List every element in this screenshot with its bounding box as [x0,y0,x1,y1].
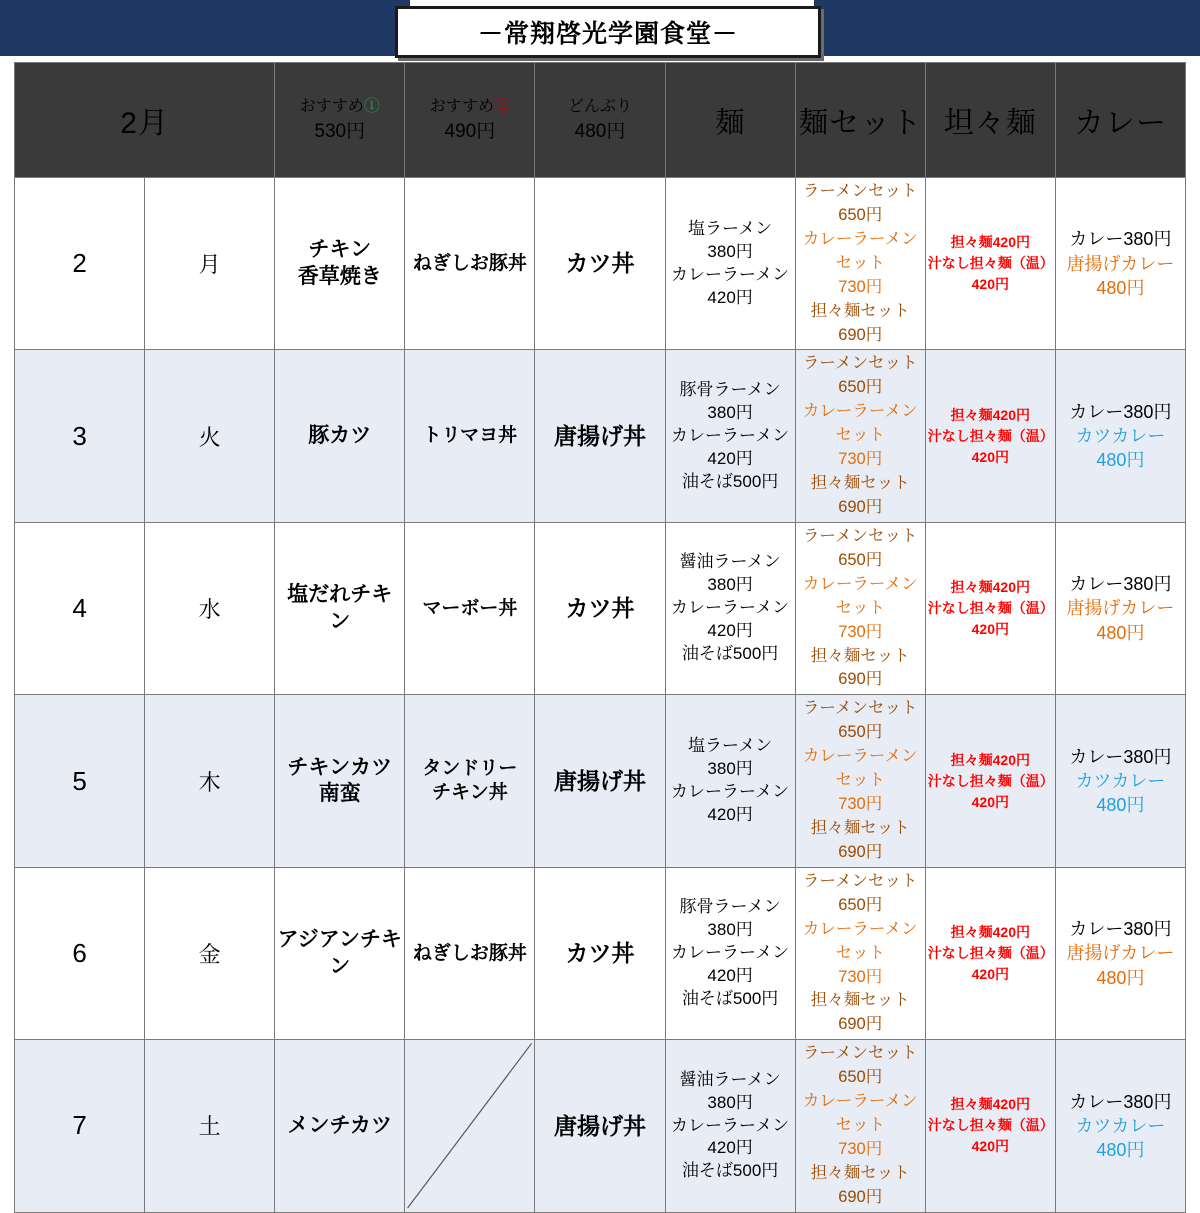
recommend1-text-line: チキン [308,238,372,262]
column-header-recommend1 [275,63,405,178]
recommend2-text-line: トリマヨ丼 [422,425,518,447]
recommend1-mark-icon: ① [363,97,380,115]
tantanmen-text-line: 420円 [971,1138,1009,1155]
men-text-line: 醤油ラーメン [679,552,781,572]
men-text [668,1069,793,1184]
curry-text-line: 唐揚げカレー [1066,598,1175,619]
tantanmen-text [928,750,1053,813]
cell-curry [1055,1040,1185,1212]
tantanmen-text-line: 420円 [971,966,1009,983]
donburi-text [537,767,662,796]
column-header-men-set: 麺セット [795,63,925,178]
recommend1-text-line: 塩だれチキン [287,583,393,633]
curry-text-line: カレー380円 [1069,746,1172,767]
cell-recommend1 [275,178,405,350]
tantanmen-text-line: 担々麺420円 [950,924,1030,941]
recommend2-mark-icon: ② [493,97,510,115]
tantanmen-text-line: 汁なし担々麺（温） [927,772,1054,789]
men-set-text-line: 730円 [838,622,883,641]
cell-men [665,695,795,867]
men-set-text-line: 730円 [838,450,883,469]
men-text-line: 油そば500円 [681,988,779,1008]
cell-curry [1055,867,1185,1039]
donburi-text [537,1112,662,1141]
cell-day-number: 4 [15,522,145,694]
recommend2-text [407,942,532,966]
curry-text-line: 480円 [1096,277,1145,298]
curry-text-line: 480円 [1096,967,1145,988]
recommend2-text [407,757,532,805]
table-row [15,350,1186,522]
cell-donburi [535,350,665,522]
cell-men-set [795,1040,925,1212]
donburi-text-line: 唐揚げ丼 [553,1112,646,1139]
table-header-row [15,63,1186,178]
men-set-text-line: ラーメンセット650円 [802,526,918,569]
curry-text-line: カツカレー [1075,1115,1166,1136]
tantanmen-text-line: 汁なし担々麺（温） [927,600,1054,617]
donburi-text-line: 唐揚げ丼 [553,767,646,794]
menu-table-head [15,63,1186,178]
men-text-line: カレーラーメン [671,782,790,802]
cell-curry [1055,695,1185,867]
cell-men [665,350,795,522]
donburi-text [537,594,662,623]
header-band-right [814,0,1200,56]
page-title: －常翔啓光学園食堂－ [477,20,738,48]
recommend2-text-line: マーボー丼 [422,597,518,619]
cell-tantanmen [925,522,1055,694]
men-text-line: 塩ラーメン [688,736,773,756]
curry-text-line: カレー380円 [1069,574,1172,595]
tantanmen-text-line: 汁なし担々麺（温） [927,1117,1054,1134]
curry-text-line: 480円 [1096,795,1145,816]
cell-recommend2 [405,522,535,694]
cell-men [665,1040,795,1212]
recommend2-text [407,252,532,276]
cell-men-set [795,178,925,350]
curry-text-line: 唐揚げカレー [1066,253,1175,274]
tantanmen-text-line: 汁なし担々麺（温） [927,427,1054,444]
men-text-line: 油そば500円 [681,471,779,491]
table-row [15,1040,1186,1212]
column-header-recommend1-label: おすすめ① [299,97,380,115]
tantanmen-text-line: 420円 [971,793,1009,810]
cell-donburi [535,1040,665,1212]
cell-men-set [795,522,925,694]
column-header-men: 麺 [665,63,795,178]
men-set-text-line: カレーラーメンセット [802,747,918,790]
column-header-month: 2月 [15,63,275,178]
men-set-text-line: 730円 [838,277,883,296]
men-set-text-line: カレーラーメンセット [802,229,918,272]
men-set-text-line: 担々麺セット690円 [810,1163,910,1206]
cell-day-number: 2 [15,178,145,350]
donburi-text [537,249,662,278]
tantanmen-text [928,577,1053,640]
men-set-text [798,697,923,864]
cell-tantanmen [925,695,1055,867]
recommend1-text-line: 香草焼き [297,264,382,288]
cell-recommend2 [405,350,535,522]
tantanmen-text-line: 420円 [971,276,1009,293]
tantanmen-text-line: 420円 [971,448,1009,465]
men-set-text [798,352,923,519]
men-text [668,218,793,310]
table-row [15,178,1186,350]
recommend2-text [407,597,532,621]
recommend1-text [277,237,402,290]
curry-text [1058,1090,1183,1163]
men-text-line: カレーラーメン [671,264,790,284]
menu-sheet [14,62,1186,1213]
cell-donburi [535,178,665,350]
cell-weekday: 木 [145,695,275,867]
men-text-line: 醤油ラーメン [679,1069,781,1089]
men-set-text [798,180,923,347]
cell-tantanmen [925,350,1055,522]
tantanmen-text-line: 420円 [971,621,1009,638]
cell-men [665,178,795,350]
men-set-text-line: 担々麺セット690円 [810,301,910,344]
cell-curry [1055,350,1185,522]
column-header-recommend2 [405,63,535,178]
recommend2-text-line: タンドリー [422,758,518,780]
men-text [668,379,793,494]
men-text-line: 豚骨ラーメン [679,379,781,399]
men-text-line: 380円 [707,1092,753,1112]
men-text-line: 420円 [707,966,753,985]
tantanmen-text-line: 担々麺420円 [950,1096,1030,1113]
men-text-line: 380円 [707,920,753,940]
table-row [15,867,1186,1039]
men-text-line: 塩ラーメン [688,218,773,238]
recommend2-text [407,424,532,448]
recommend2-text-line: チキン丼 [431,782,508,804]
tantanmen-text [928,922,1053,985]
menu-table-body [15,178,1186,1213]
curry-text-line: カツカレー [1075,426,1166,447]
cell-recommend1 [275,522,405,694]
column-header-tantanmen: 坦々麺 [925,63,1055,178]
tantanmen-text-line: 担々麺420円 [950,234,1030,251]
cell-recommend1 [275,350,405,522]
tantanmen-text [928,405,1053,468]
recommend1-text-line: チキンカツ南蛮 [287,755,393,806]
cell-curry [1055,178,1185,350]
curry-text [1058,917,1183,990]
cell-recommend2 [405,178,535,350]
column-header-donburi-price: 480円 [574,120,626,142]
men-set-text-line: ラーメンセット650円 [802,182,918,224]
recommend1-text-line: 豚カツ [308,424,372,448]
cell-recommend1 [275,695,405,867]
curry-text-line: カレー380円 [1069,401,1172,422]
recommend1-text-line: メンチカツ [287,1113,393,1137]
recommend1-text-line: アジアンチキン [277,928,402,978]
column-header-recommend2-label: おすすめ② [429,97,510,115]
men-text-line: 油そば500円 [681,644,779,664]
cell-men-set [795,350,925,522]
curry-text-line: 480円 [1096,450,1145,471]
men-set-text-line: 730円 [838,967,883,986]
men-text-line: 380円 [707,402,753,422]
cell-day-number: 7 [15,1040,145,1212]
cell-men [665,867,795,1039]
cell-donburi [535,867,665,1039]
donburi-text-line: カツ丼 [565,595,635,622]
cell-weekday: 月 [145,178,275,350]
cell-weekday: 金 [145,867,275,1039]
men-set-text [798,1042,923,1209]
men-text-line: 420円 [707,1138,753,1158]
men-set-text-line: カレーラーメンセット [802,402,918,445]
men-text-line: 420円 [707,448,753,468]
men-text-line: カレーラーメン [671,598,790,618]
cell-donburi [535,695,665,867]
column-header-donburi-label: どんぶり [567,97,632,115]
donburi-text [537,422,662,451]
header-band-left [0,0,410,56]
cell-day-number: 3 [15,350,145,522]
curry-text [1058,572,1183,645]
men-text [668,896,793,1011]
tantanmen-text-line: 汁なし担々麺（温） [927,255,1054,272]
men-text-line: 420円 [707,805,753,825]
cell-weekday: 水 [145,522,275,694]
recommend1-text [277,755,402,808]
recommend1-text [277,423,402,449]
curry-text [1058,400,1183,473]
recommend2-text-line: ねぎしお豚丼 [412,252,527,274]
tantanmen-text-line: 担々麺420円 [950,406,1030,423]
recommend1-text [277,582,402,635]
men-set-text-line: ラーメンセット650円 [802,1044,918,1087]
men-set-text [798,870,923,1037]
men-text [668,735,793,827]
menu-table [14,62,1186,1213]
cell-recommend2 [405,695,535,867]
tantanmen-text-line: 担々麺420円 [950,579,1030,596]
cell-day-number: 6 [15,867,145,1039]
men-text [668,551,793,666]
donburi-text [537,939,662,968]
cell-tantanmen [925,178,1055,350]
table-row [15,522,1186,694]
curry-text-line: 唐揚げカレー [1066,943,1175,964]
men-set-text-line: カレーラーメンセット [802,574,918,617]
men-text-line: 380円 [707,575,753,595]
men-text-line: 380円 [707,759,753,779]
recommend2-text-line: ねぎしお豚丼 [412,942,527,964]
cell-men [665,522,795,694]
table-row [15,695,1186,867]
men-text-line: カレーラーメン [671,943,790,963]
cell-tantanmen [925,1040,1055,1212]
curry-text-line: カレー380円 [1069,229,1172,250]
tantanmen-text-line: 担々麺420円 [950,751,1030,768]
men-set-text [798,525,923,692]
column-header-curry: カレー [1055,63,1185,178]
column-header-donburi [535,63,665,178]
curry-text-line: 480円 [1096,622,1145,643]
cell-donburi [535,522,665,694]
cell-weekday: 火 [145,350,275,522]
curry-text-line: カレー380円 [1069,1091,1172,1112]
recommend1-text [277,1113,402,1139]
cell-day-number: 5 [15,695,145,867]
cell-curry [1055,522,1185,694]
men-set-text-line: カレーラーメンセット [802,1092,918,1135]
men-set-text-line: 730円 [838,1139,883,1158]
men-set-text-line: 730円 [838,795,883,814]
men-set-text-line: ラーメンセット650円 [802,871,918,914]
men-text-line: 420円 [707,287,753,307]
cell-recommend2 [405,867,535,1039]
men-set-text-line: 担々麺セット690円 [810,818,910,861]
page-title-plate [395,6,821,58]
men-text-line: カレーラーメン [671,1115,790,1135]
donburi-text-line: カツ丼 [565,250,635,277]
cell-men-set [795,867,925,1039]
men-set-text-line: カレーラーメンセット [802,919,918,962]
cell-weekday: 土 [145,1040,275,1212]
curry-text [1058,745,1183,818]
men-set-text-line: 担々麺セット690円 [810,646,910,689]
men-set-text-line: 担々麺セット690円 [810,474,910,516]
donburi-text-line: 唐揚げ丼 [553,422,646,449]
cell-recommend1 [275,1040,405,1212]
curry-text-line: カレー380円 [1069,919,1172,940]
tantanmen-text [928,1094,1053,1157]
men-text-line: カレーラーメン [671,425,790,445]
curry-text-line: 480円 [1096,1140,1145,1161]
tantanmen-text [928,232,1053,295]
curry-text-line: カツカレー [1075,770,1166,791]
cell-recommend2-empty [405,1040,535,1212]
donburi-text-line: カツ丼 [565,940,635,967]
tantanmen-text-line: 汁なし担々麺（温） [927,945,1054,962]
men-set-text-line: ラーメンセット650円 [802,699,918,742]
column-header-recommend1-price: 530円 [314,120,366,142]
cell-tantanmen [925,867,1055,1039]
curry-text [1058,227,1183,300]
cell-men-set [795,695,925,867]
cell-recommend1 [275,867,405,1039]
men-set-text-line: 担々麺セット690円 [810,991,910,1034]
men-text-line: 380円 [707,241,753,261]
recommend1-text [277,927,402,980]
men-set-text-line: ラーメンセット650円 [802,354,918,397]
men-text-line: 豚骨ラーメン [679,897,781,917]
column-header-recommend2-price: 490円 [444,120,496,142]
men-text-line: 油そば500円 [681,1161,779,1181]
men-text-line: 420円 [707,621,753,641]
